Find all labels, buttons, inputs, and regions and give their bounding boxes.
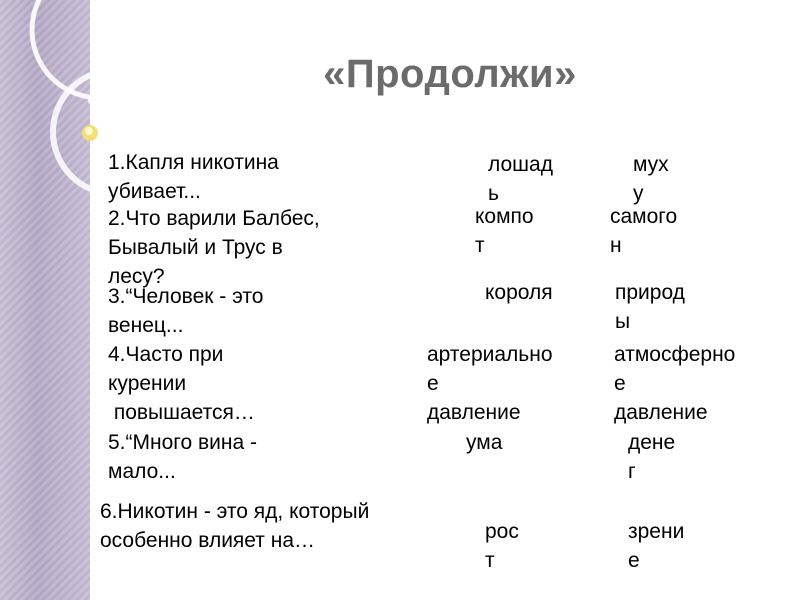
answer-2-b: самого н — [610, 205, 678, 257]
answer-3-b: природ ы — [615, 281, 685, 333]
answer-4-b: атмосферно е давление — [614, 343, 736, 424]
answer-3-a: короля — [485, 281, 553, 304]
answer-4-a: артериально е давление — [427, 343, 553, 424]
answer-2-a: компо т — [475, 205, 534, 257]
answer-6-a: рос т — [485, 520, 519, 572]
question-6: 6.Никотин - это яд, который особенно влияет на… — [100, 500, 370, 552]
answer-5-a: ума — [466, 431, 503, 454]
slide-title: «Продолжи» — [323, 52, 577, 96]
question-4: 4.Часто при курении повышается… — [108, 343, 255, 424]
answer-6-b: зрени е — [628, 520, 685, 572]
answer-1-a: лошад ь — [488, 153, 553, 205]
question-2: 2.Что варили Балбес, Бывалый и Трус в лесу? — [108, 207, 320, 288]
question-3: 3.“Человек - это венец... — [108, 285, 264, 337]
question-1: 1.Капля никотина убивает... — [108, 151, 279, 203]
answer-1-b: мух у — [633, 153, 669, 205]
answer-5-b: дене г — [628, 431, 676, 483]
question-5: 5.“Много вина - мало... — [108, 431, 257, 483]
decorative-sidebar — [0, 0, 90, 600]
